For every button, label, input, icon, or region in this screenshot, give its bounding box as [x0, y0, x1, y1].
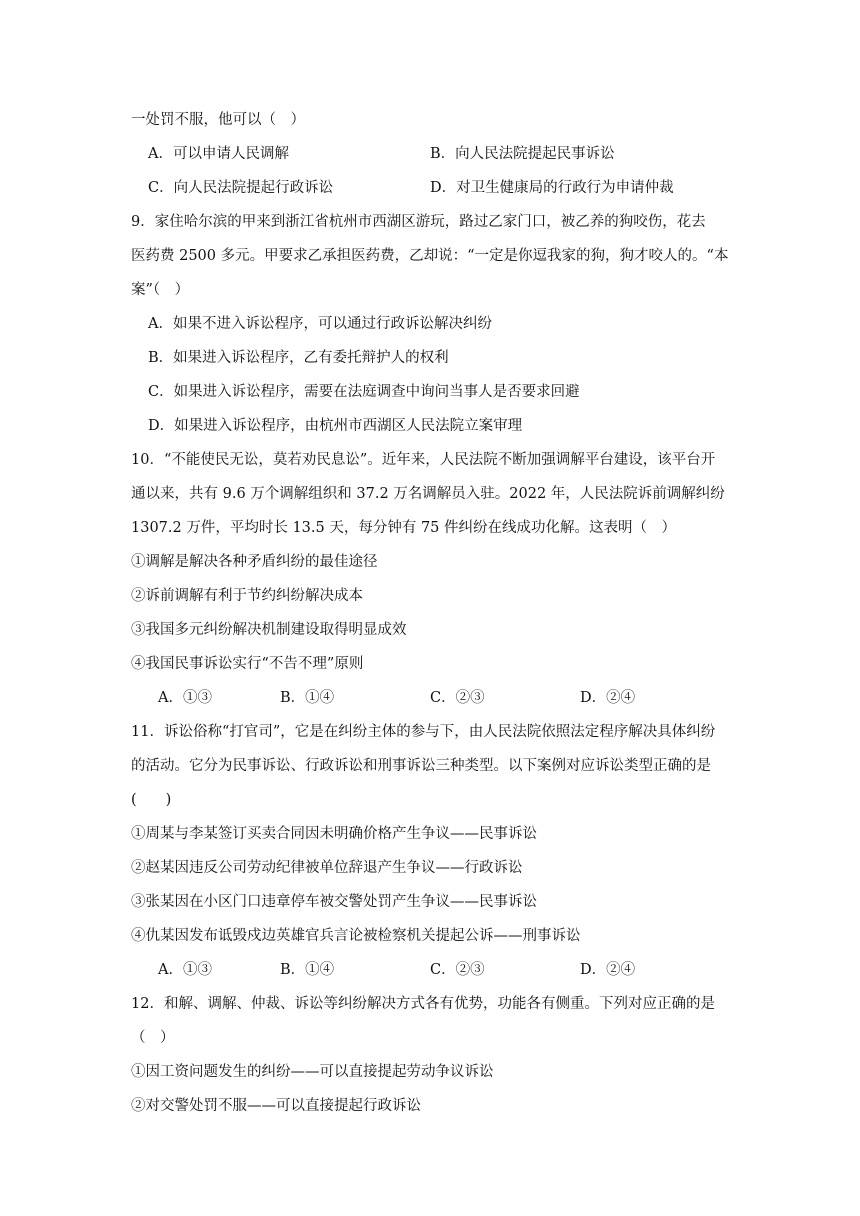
q10-option-a: A．①③	[158, 690, 212, 706]
q10-option-c: C．②③	[430, 690, 485, 706]
q10-statement-2: ②诉前调解有利于节约纠纷解决成本	[131, 588, 363, 604]
q9-stem-line-3: 案”（ ）	[131, 282, 190, 298]
q11-option-d: D．②④	[580, 962, 636, 978]
q10-stem-line-3: 1307.2 万件，平均时长 13.5 天，每分钟有 75 件纠纷在线成功化解。这表明（ ）	[131, 520, 677, 536]
q11-statement-2: ②赵某因违反公司劳动纪律被单位辞退产生争议——行政诉讼	[131, 860, 523, 876]
q10-option-d: D．②④	[580, 690, 636, 706]
q9-stem-line-1: 9．家住哈尔滨的甲来到浙江省杭州市西湖区游玩，路过乙家门口，被乙养的狗咬伤，花去	[131, 214, 706, 230]
q8-option-b: B．向人民法院提起民事诉讼	[430, 146, 615, 162]
q10-stem-line-1: 10．“不能使民无讼，莫若劝民息讼”。近年来，人民法院不断加强调解平台建设，该平台开	[131, 452, 716, 468]
q9-stem-line-2: 医药费 2500 多元。甲要求乙承担医药费，乙却说：“一定是你逗我家的狗，狗才咬人的。“本	[131, 248, 729, 264]
q11-option-c: C．②③	[430, 962, 485, 978]
q11-statement-4: ④仇某因发布诋毁戍边英雄官兵言论被检察机关提起公诉——刑事诉讼	[131, 928, 581, 944]
q11-stem-line-3: ( )	[131, 792, 172, 808]
q9-option-b: B．如果进入诉讼程序，乙有委托辩护人的权利	[148, 350, 449, 366]
q8-option-a: A．可以申请人民调解	[148, 146, 289, 162]
q10-statement-4: ④我国民事诉讼实行“不告不理”原则	[131, 656, 364, 672]
q11-option-b: B．①④	[280, 962, 335, 978]
q10-stem-line-2: 通以来，共有 9.6 万个调解组织和 37.2 万名调解员入驻。2022 年，人民法院诉前调解纠纷	[131, 486, 725, 502]
q11-stem-line-2: 的活动。它分为民事诉讼、行政诉讼和刑事诉讼三种类型。以下案例对应诉讼类型正确的是	[131, 758, 711, 774]
q9-option-d: D．如果进入诉讼程序，由杭州市西湖区人民法院立案审理	[148, 418, 523, 434]
q9-option-a: A．如果不进入诉讼程序，可以通过行政诉讼解决纠纷	[148, 316, 492, 332]
q12-stem-line-1: 12．和解、调解、仲裁、诉讼等纠纷解决方式各有优势，功能各有侧重。下列对应正确的是	[131, 996, 715, 1012]
q12-stem-line-2: （ ）	[131, 1030, 175, 1046]
q12-statement-2: ②对交警处罚不服——可以直接提起行政诉讼	[131, 1098, 421, 1114]
q8-option-d: D．对卫生健康局的行政行为申请仲裁	[430, 180, 674, 196]
q12-statement-1: ①因工资问题发生的纠纷——可以直接提起劳动争议诉讼	[131, 1064, 494, 1080]
q11-stem-line-1: 11．诉讼俗称“打官司”，它是在纠纷主体的参与下，由人民法院依照法定程序解决具体纠纷	[131, 724, 716, 740]
q11-statement-3: ③张某因在小区门口违章停车被交警处罚产生争议——民事诉讼	[131, 894, 537, 910]
q10-statement-3: ③我国多元纠纷解决机制建设取得明显成效	[131, 622, 407, 638]
q11-option-a: A．①③	[158, 962, 212, 978]
q11-statement-1: ①周某与李某签订买卖合同因未明确价格产生争议——民事诉讼	[131, 826, 537, 842]
q10-option-b: B．①④	[280, 690, 335, 706]
q8-option-c: C．向人民法院提起行政诉讼	[148, 180, 334, 196]
q10-statement-1: ①调解是解决各种矛盾纠纷的最佳途径	[131, 554, 378, 570]
q9-option-c: C．如果进入诉讼程序，需要在法庭调查中询问当事人是否要求回避	[148, 384, 580, 400]
q8-stem-tail: 一处罚不服，他可以（ ）	[131, 112, 305, 128]
